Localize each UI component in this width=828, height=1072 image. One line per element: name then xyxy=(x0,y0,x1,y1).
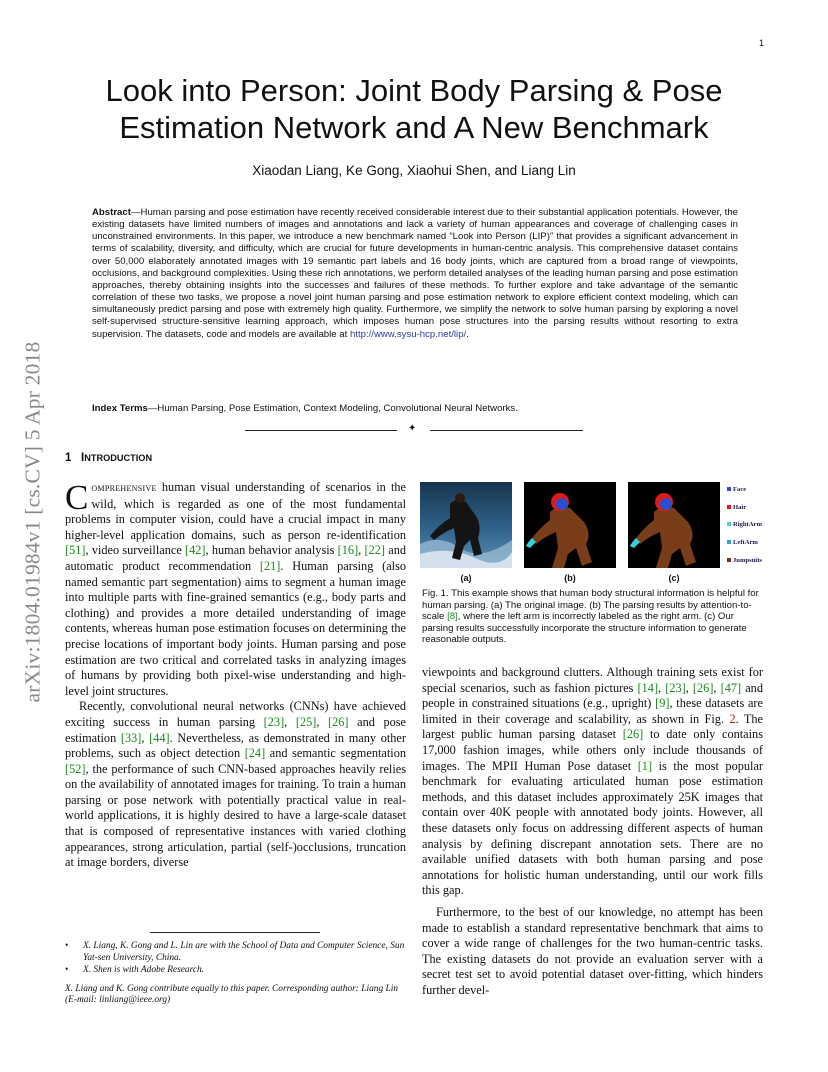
text-run: , xyxy=(141,730,150,745)
surfer-photo-image xyxy=(420,482,512,568)
citation-link[interactable]: [9] xyxy=(655,696,670,711)
citation-link[interactable]: [24] xyxy=(244,746,266,761)
footnote-text: X. Liang, K. Gong and L. Lin are with the School of Data and Computer Science, Sun Yat-sen University, China. xyxy=(83,941,405,963)
figure-panel-label: (b) xyxy=(564,573,576,583)
text-run: , the performance of such CNN-based approaches heavily relies on the availability of annotated images for training. To train a human parsing or pose network with potentially practical value in real-world applications, it is highly desired to have a large-scale dataset that is composed of representative instances with varied clothing appearances, strong articulation, partial (self-)occlusions, truncation at image borders, diverse xyxy=(65,761,406,870)
abstract-text: —Human parsing and pose estimation have recently received considerable interest due to their substantial application potentials. However, the existing datasets have limited numbers of images and annotations and lack a variety of human appearances and coverage of challenging cases in unconstrained environments. In this paper, we introduce a new benchmark named “Look into Person (LIP)” that provides a significant advancement in terms of scalability, diversity, and difficulty, which are crucial for future developments in human-centric analysis. This comprehensive dataset contains over 50,000 elaborately annotated images with 19 semantic part labels and 16 body joints, which are captured from a broad range of viewpoints, occlusions, and background complexities. Using these rich annotations, we perform detailed analyses of the leading human parsing and pose estimation approaches, thereby obtaining insights into the successes and failures of these methods. To further explore and take advantage of the semantic correlation of these two tasks, we propose a novel joint human parsing and pose estimation network to explore efficient context modeling, which can simultaneously predict parsing and pose with extremely high quality. Furthermore, we simplify the network to solve human parsing by exploring a novel self-supervised structure-sensitive learning approach, which imposes human pose structures into the parsing results without resorting to extra supervision. The datasets, code and models are available at xyxy=(92,207,738,340)
citation-link[interactable]: [8] xyxy=(447,611,458,623)
text-run: , xyxy=(358,543,365,558)
abstract xyxy=(92,207,738,341)
legend-label: RightArm xyxy=(733,521,762,528)
citation-link[interactable]: [16] xyxy=(337,543,359,558)
parsing-result-b-image xyxy=(524,482,616,568)
legend-item-left-arm xyxy=(727,539,758,546)
arxiv-sidebar-stamp xyxy=(20,292,46,752)
bullet-icon: • xyxy=(65,941,69,951)
text-run: and automatic product recommendation xyxy=(65,543,406,573)
text-run: and semantic segmentation xyxy=(265,746,406,761)
citation-link[interactable]: [47] xyxy=(720,680,742,695)
intro-paragraph-2 xyxy=(65,699,406,871)
figure-panel-label: (a) xyxy=(460,573,472,583)
citation-link[interactable]: [52] xyxy=(65,761,86,776)
legend-item-right-arm xyxy=(727,521,762,528)
title-line-2: Estimation Network and A New Benchmark xyxy=(119,110,709,145)
text-run: , xyxy=(685,680,693,695)
footnote-contribution-note: X. Liang and K. Gong contribute equally to this paper. Corresponding author: Liang Lin (E-mail: linliang@ieee.org) xyxy=(65,983,398,1005)
footnote-affiliation xyxy=(65,941,410,964)
legend-item-face xyxy=(727,486,746,493)
citation-link[interactable]: [26] xyxy=(692,680,714,695)
intro-paragraph-1 xyxy=(65,480,406,699)
text-run: , xyxy=(658,680,666,695)
figure-1 xyxy=(420,480,765,584)
intro-paragraph-4: Furthermore, to the best of our knowledge, no attempt has been made to establish a standard representative benchmark that aims to cover a wide range of challenges for the two human-centric tasks. The existing datasets do not provide an evaluation server with a secret test set to avoid potential dataset over-fitting, which hinders further devel- xyxy=(422,904,763,997)
figure-panel-original-photo xyxy=(420,482,512,568)
index-terms xyxy=(92,403,738,414)
legend-label: LeftArm xyxy=(733,539,758,546)
citation-link[interactable]: [22] xyxy=(364,543,385,558)
dropcap: C xyxy=(65,478,89,517)
citation-link[interactable]: [1] xyxy=(637,758,653,773)
text-run: Recently, convolutional neural networks (CNNs) have achieved exciting success in human parsing xyxy=(65,699,406,729)
citation-link[interactable]: [25] xyxy=(295,714,317,729)
separator-rule-right xyxy=(430,430,583,431)
figure-reference-link[interactable]: 2 xyxy=(729,711,736,726)
citation-link[interactable]: [51] xyxy=(65,543,86,558)
separator-rule-left xyxy=(245,430,397,431)
text-run: . Nevertheless, as demonstrated in many other problems, such as object detection xyxy=(65,730,406,761)
abstract-end: . xyxy=(466,328,469,340)
legend-swatch xyxy=(727,522,731,526)
legend-swatch xyxy=(727,487,731,491)
figure-panel-our-parsing xyxy=(628,482,720,568)
citation-link[interactable]: [23] xyxy=(665,680,686,695)
text-run: , xyxy=(713,680,721,695)
section-heading xyxy=(65,452,152,464)
text-run: , human behavior analysis xyxy=(205,543,338,558)
legend-label: Face xyxy=(733,486,747,493)
separator-diamond-icon: ✦ xyxy=(408,423,417,434)
figure-panel-label: (c) xyxy=(668,573,680,583)
legend-item-jumpsuits xyxy=(727,557,762,564)
intro-paragraph-3 xyxy=(422,665,763,899)
text-run: , video surveillance xyxy=(85,543,186,558)
citation-link[interactable]: [42] xyxy=(185,543,206,558)
text-run: , xyxy=(316,714,329,729)
text-run: is the most popular benchmark for evaluating articulated human pose estimation methods, and this dataset includes approximately 25K images that contain over 40K people with annotated body joints. However, all these datasets only focus on addressing different aspects of human analysis by defining discrepant annotation sets. There are no available unified datasets with both human parsing and pose annotations for holistic human understanding, until our work fills this gap. xyxy=(422,758,763,898)
citation-link[interactable]: [14] xyxy=(637,680,659,695)
section-title-initial: I xyxy=(81,452,85,464)
citation-link[interactable]: [26] xyxy=(622,727,644,742)
legend-label: Jumpsuits xyxy=(733,557,762,564)
text-run: . The largest public human parsing dataset xyxy=(422,711,763,742)
citation-link[interactable]: [23] xyxy=(263,714,285,729)
text-run: , xyxy=(284,714,296,729)
text-run: . Human parsing (also named semantic part segmentation) aims to segment a human image into multiple parts with fine-grained semantics (e.g., body parts and clothing) and provides a more detailed understanding of image contents, whereas human pose estimation focuses on determining the precise locations of important body joints. Human parsing and pose estimation are two critical and correlated tasks in analyzing images of humans by providing both pixel-wise understanding and high-level joint structures. xyxy=(65,558,406,698)
legend-swatch xyxy=(727,558,731,562)
caption-text: , where the left arm is incorrectly labeled as the right arm. (c) Our parsing results successfully incorporate the structure information to generate reasonable outputs. xyxy=(422,611,747,646)
section-title-rest: NTRODUCTION xyxy=(84,453,153,463)
index-terms-label: Index Terms xyxy=(92,403,148,414)
citation-link[interactable]: [44] xyxy=(149,730,170,745)
left-column xyxy=(65,480,406,871)
parsing-result-c-image xyxy=(628,482,720,568)
legend-swatch xyxy=(727,505,731,509)
footnote-affiliation xyxy=(65,965,410,977)
bullet-icon: • xyxy=(65,965,69,975)
footnotes xyxy=(65,941,410,1007)
arxiv-id: arXiv:1804.01984v1 [cs.CV] 5 Apr 2018 xyxy=(20,341,45,703)
text-run: and people in constrained situations (e.g., upright) xyxy=(422,680,763,711)
section-number: 1 xyxy=(65,452,72,464)
author-list: Xiaodan Liang, Ke Gong, Xiaohui Shen, and Liang Lin xyxy=(252,163,576,178)
right-column xyxy=(422,665,763,998)
text-run: human visual understanding of scenarios in the wild, which is regarded as one of the most fundamental problems in computer vision, could have a crucial impact in many higher-level application domains, such as person re-identification xyxy=(65,480,406,542)
citation-link[interactable]: [21] xyxy=(259,558,281,573)
dataset-url-link[interactable]: http://www.sysu-hcp.net/lip/ xyxy=(349,328,467,340)
footnote-rule xyxy=(150,932,320,933)
citation-link[interactable]: [26] xyxy=(328,714,349,729)
smallcaps-lead: omprehensive xyxy=(91,482,157,494)
legend-item-hair xyxy=(727,504,746,511)
page-number: 1 xyxy=(758,38,764,48)
text-run: viewpoints and background clutters. Although training sets exist for special scenarios, such as fashion pictures xyxy=(422,665,763,695)
figure-1-caption xyxy=(422,588,764,646)
text-run: to date only contains 17,000 fashion images, while others only include thousands of images. The MPII Human Pose dataset xyxy=(422,727,763,773)
paper-title xyxy=(60,72,768,146)
footnote-text: X. Shen is with Adobe Research. xyxy=(83,965,205,975)
legend-label: Hair xyxy=(733,504,747,511)
caption-text: Fig. 1. This example shows that human body structural information is helpful for human parsing. (a) The original image. (b) The parsing results by attention-to-scale xyxy=(422,588,759,623)
text-run: and pose estimation xyxy=(65,714,406,745)
figure-panel-attention-parsing xyxy=(524,482,616,568)
index-terms-text: —Human Parsing, Pose Estimation, Context Modeling, Convolutional Neural Networks. xyxy=(147,403,518,414)
text-run: , these datasets are limited in their coverage and scalability, as shown in Fig. xyxy=(422,696,763,726)
legend-swatch xyxy=(727,540,731,544)
citation-link[interactable]: [33] xyxy=(120,730,142,745)
abstract-label: Abstract xyxy=(92,207,131,218)
title-line-1: Look into Person: Joint Body Parsing & Pose xyxy=(105,73,723,108)
